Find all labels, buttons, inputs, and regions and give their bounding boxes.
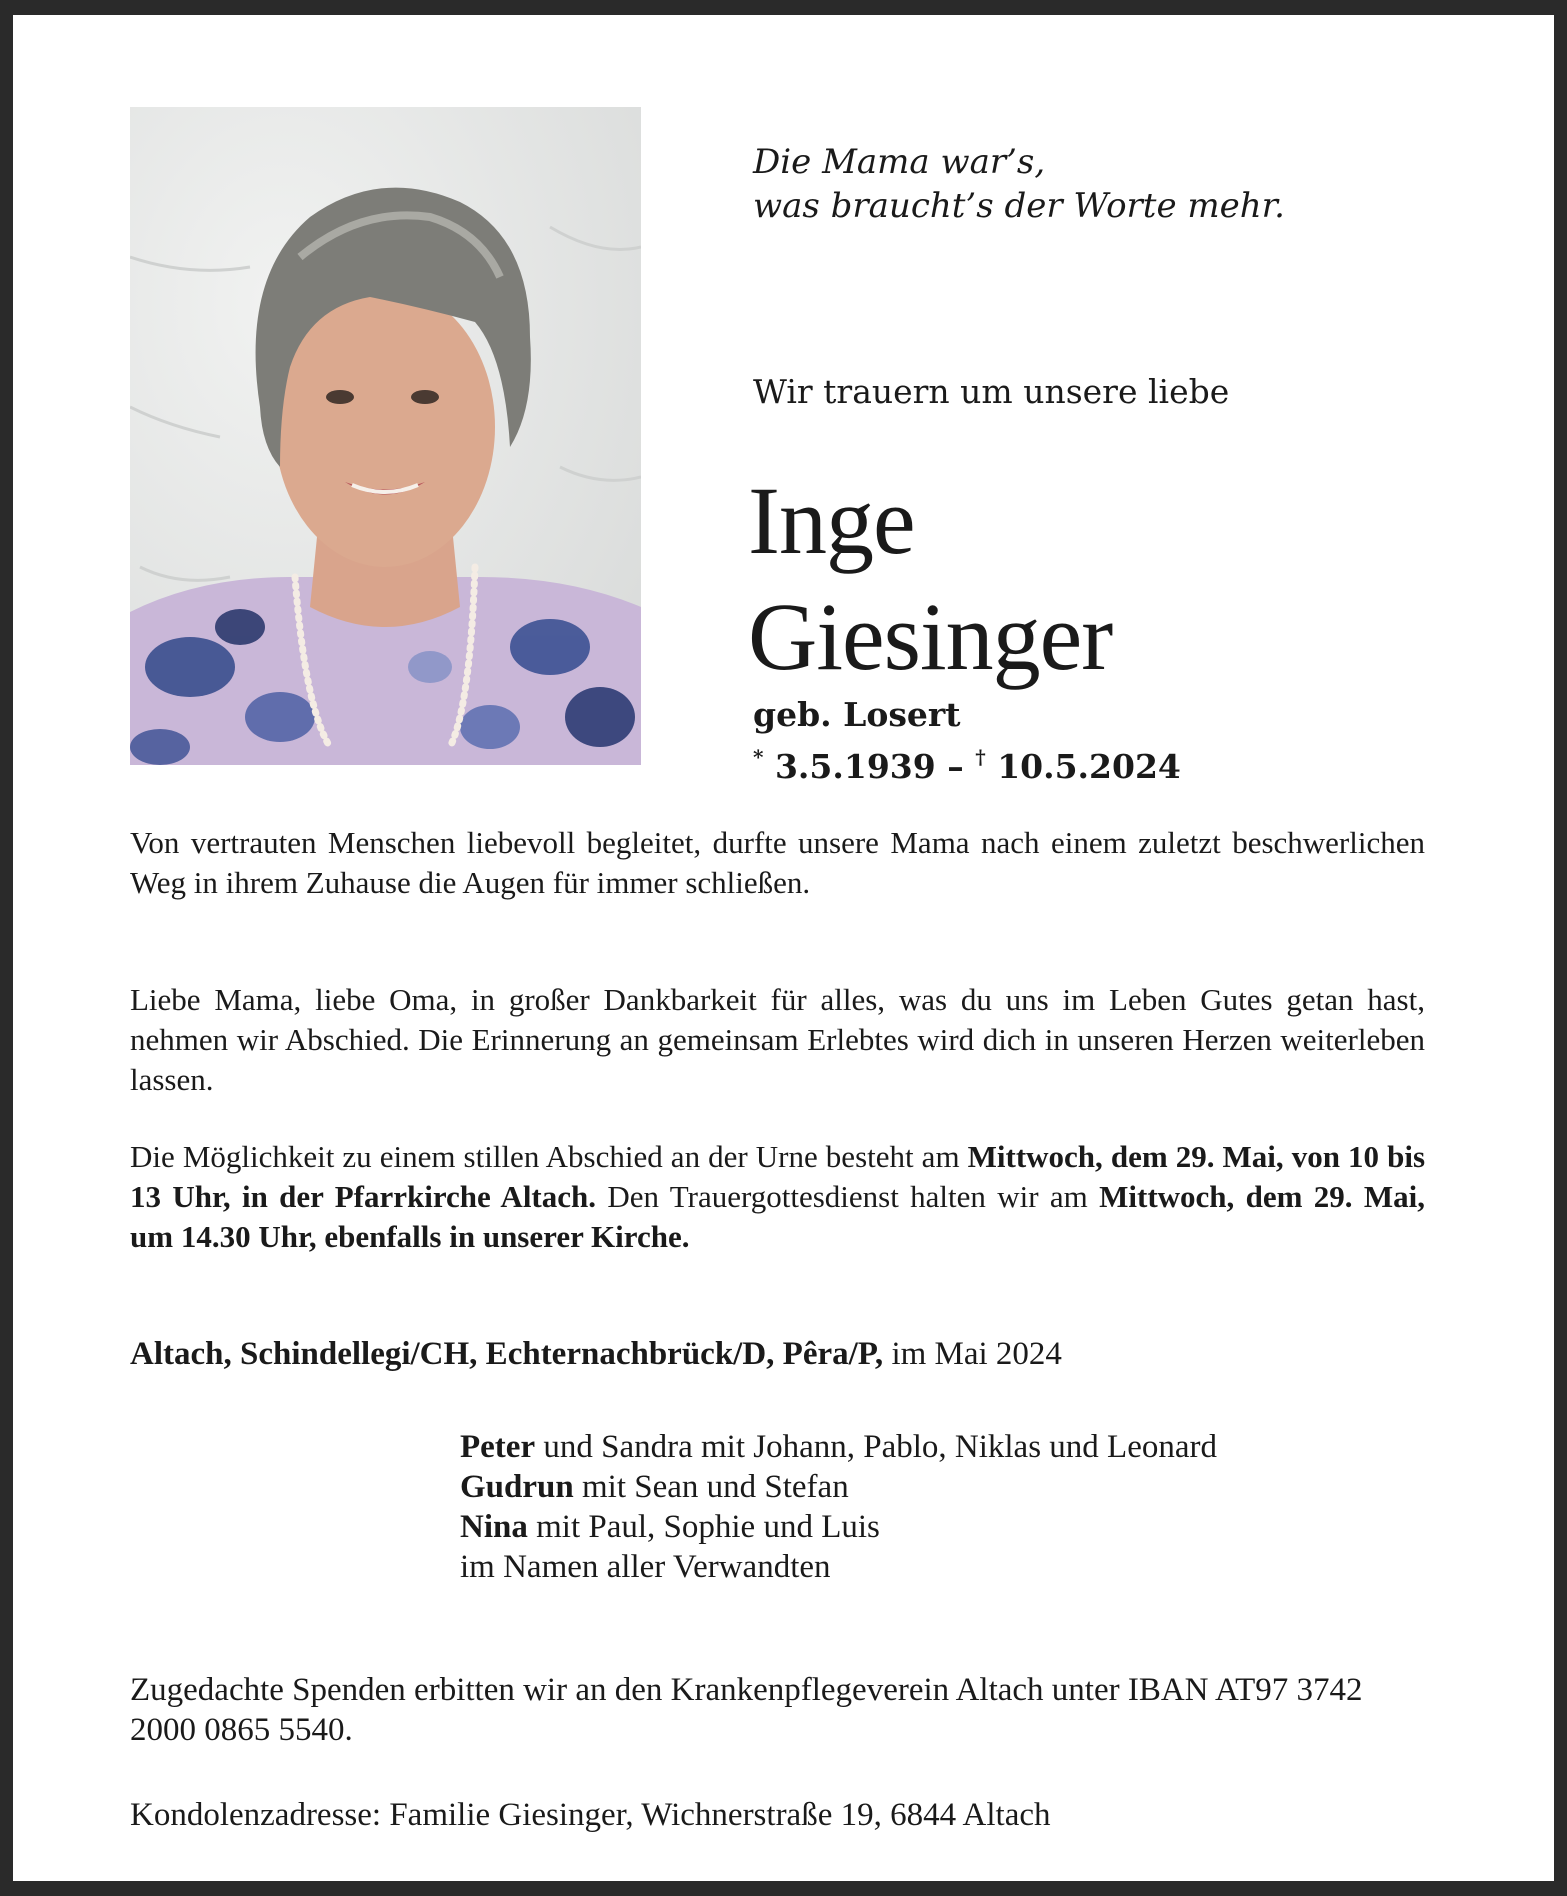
mourning-intro: Wir trauern um unsere liebe [753, 372, 1230, 411]
issue-date: im Mai 2024 [891, 1336, 1062, 1372]
family-member-rest: und Sandra mit Johann, Pablo, Niklas und Leonard [543, 1429, 1217, 1465]
family-signatures [460, 1427, 1217, 1587]
paragraph-service-info [130, 1137, 1425, 1257]
quote-line-2: was braucht’s der Worte mehr. [753, 186, 1285, 226]
last-name: Giesinger [748, 583, 1113, 690]
family-line [460, 1427, 1217, 1467]
paragraph-gratitude: Liebe Mama, liebe Oma, in großer Dankbarkeit für alles, was du uns im Leben Gutes getan hast, nehmen wir Abschied. Die Erinnerung an gemeinsam Erlebtes wird dich in unseren Herzen weiterleben lassen. [130, 982, 1425, 1097]
birth-name: geb. Losert [753, 695, 961, 734]
portrait-illustration [130, 107, 641, 765]
urn-farewell-time: Mittwoch, dem 29. Mai, von 10 bis 13 Uhr, in der Pfarrkirche Altach. [130, 1139, 1426, 1214]
deceased-name [748, 463, 1112, 695]
funeral-service-time: Mittwoch, dem 29. Mai, um 14.30 Uhr, ebenfalls in unserer Kirche. [130, 1179, 1425, 1254]
first-name: Inge [748, 467, 915, 574]
birth-symbol: * [753, 745, 764, 769]
urn-farewell-intro: Die Möglichkeit zu einem stillen Abschied an der Urne besteht am [130, 1139, 960, 1174]
birth-date: 3.5.1939 [774, 747, 936, 786]
quote-line-1: Die Mama war’s, [753, 142, 1046, 182]
opening-quote [753, 140, 1285, 228]
date-separator: – [947, 747, 964, 786]
donation-note: Zugedachte Spenden erbitten wir an den Krankenpflegeverein Altach unter IBAN AT97 3742 2000 0865 5540. [130, 1672, 1363, 1748]
death-date: 10.5.2024 [997, 747, 1181, 786]
family-member-rest: im Namen aller Verwandten [460, 1549, 831, 1585]
family-member-name: Peter [460, 1429, 536, 1465]
places-list: Altach, Schindellegi/CH, Echternachbrück/D, Pêra/P, [130, 1336, 884, 1372]
family-line [460, 1467, 1217, 1507]
death-symbol: † [975, 745, 986, 769]
life-dates [753, 737, 1181, 787]
family-line [460, 1547, 1217, 1587]
family-line [460, 1507, 1217, 1547]
family-member-rest: mit Sean und Stefan [581, 1469, 849, 1505]
places-date-line [130, 1333, 1062, 1375]
funeral-service-intro: Den Trauergottesdienst halten wir am [607, 1179, 1088, 1214]
paragraph-farewell: Von vertrauten Menschen liebevoll begleitet, durfte unsere Mama nach einem zuletzt beschwerlichen Weg in ihrem Zuhause die Augen für immer schließen. [130, 825, 1425, 900]
family-member-name: Nina [460, 1509, 528, 1545]
condolence-address: Kondolenzadresse: Familie Giesinger, Wichnerstraße 19, 6844 Altach [130, 1797, 1051, 1833]
portrait-photo [130, 107, 641, 765]
obituary-page [13, 15, 1554, 1881]
family-member-rest: mit Paul, Sophie und Luis [536, 1509, 880, 1545]
family-member-name: Gudrun [460, 1469, 574, 1505]
